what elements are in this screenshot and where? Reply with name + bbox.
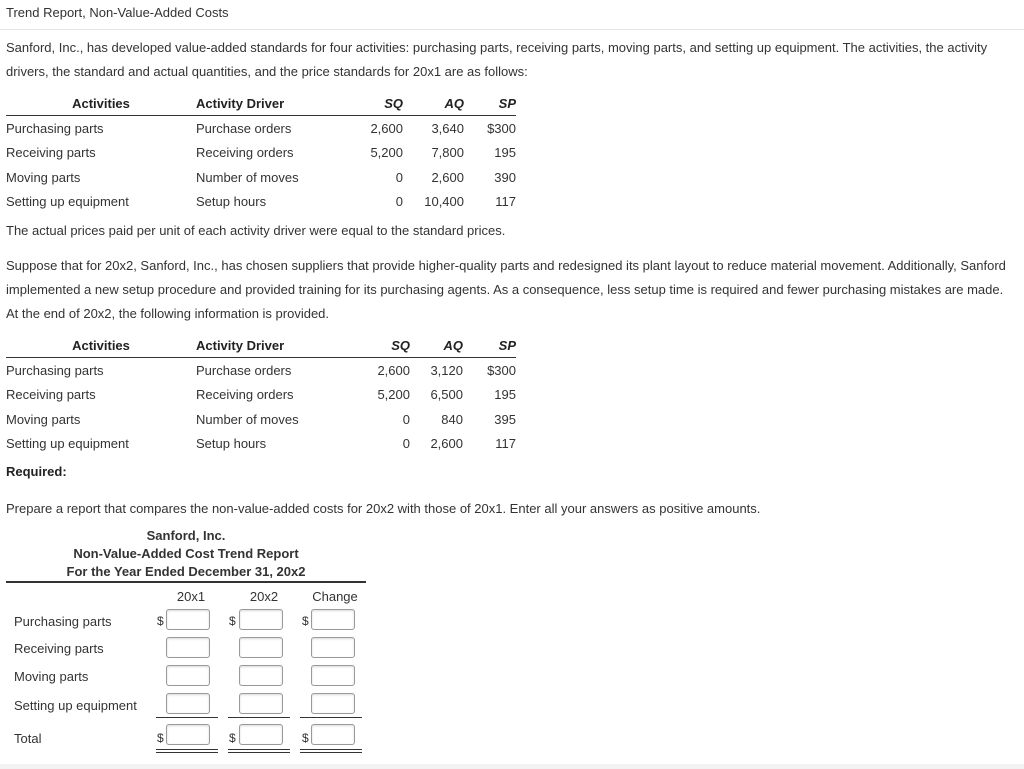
purchasing-20x1-input[interactable]: [166, 609, 210, 630]
report-header-rule: [6, 581, 366, 583]
aq-cell: 3,120: [430, 362, 463, 378]
moving-20x2-input[interactable]: [239, 665, 283, 686]
activity-cell: Purchasing parts: [6, 120, 104, 136]
sp-cell: 390: [494, 169, 516, 185]
setup-20x1-input[interactable]: [166, 693, 210, 714]
report-col-20x1: 20x1: [176, 589, 206, 604]
scenario-paragraph: Suppose that for 20x2, Sanford, Inc., has chosen suppliers that provide higher-quality parts and redesigned its plant layout to reduce material movement. Additionally, Sanford implemented a new setup procedure and provided training for its purchasing agents. As a consequence, less setup time is required and fewer purchasing mistakes are made. At the end of 20x2, the following information is provided.: [6, 258, 1006, 321]
total-20x1-input[interactable]: [166, 724, 210, 745]
activity-cell: Setting up equipment: [6, 436, 129, 452]
table-header-row: [6, 91, 516, 116]
report-period: For the Year Ended December 31, 20x2: [66, 564, 306, 579]
aq-cell: 3,640: [431, 120, 464, 136]
total-double-underline: [300, 749, 362, 750]
receiving-change-input[interactable]: [311, 637, 355, 658]
instruction-text: Prepare a report that compares the non-value-added costs for 20x2 with those of 20x1. Enter all your answers as positive amounts.: [6, 501, 761, 516]
col-header-driver: Activity Driver: [196, 337, 285, 353]
aq-cell: 2,600: [430, 436, 463, 452]
sq-cell: 2,600: [370, 120, 403, 136]
sq-cell: 0: [402, 411, 410, 427]
activity-cell: Receiving parts: [6, 387, 96, 403]
report-col-20x2: 20x2: [249, 589, 279, 604]
moving-change-input[interactable]: [311, 665, 355, 686]
receiving-20x2-input[interactable]: [239, 637, 283, 658]
table-row: [6, 165, 516, 190]
report-row-setup: Setting up equipment: [14, 698, 137, 713]
table-row: [6, 141, 516, 166]
driver-cell: Setup hours: [196, 194, 267, 210]
activity-cell: Moving parts: [6, 411, 81, 427]
setup-change-input[interactable]: [311, 693, 355, 714]
moving-20x1-input[interactable]: [166, 665, 210, 686]
aq-cell: 7,800: [431, 145, 464, 161]
aq-cell: 6,500: [430, 387, 463, 403]
driver-cell: Number of moves: [196, 411, 299, 427]
report-row-receiving: Receiving parts: [14, 641, 104, 656]
report-company: Sanford, Inc.: [146, 528, 226, 543]
driver-cell: Number of moves: [196, 169, 299, 185]
aq-cell: 10,400: [424, 194, 464, 210]
total-double-underline: [228, 752, 290, 753]
total-20x2-input[interactable]: [239, 724, 283, 745]
currency-symbol: $: [302, 614, 309, 628]
col-header-sq: SQ: [391, 337, 410, 353]
col-header-aq: AQ: [443, 337, 463, 353]
sp-cell: 117: [495, 194, 516, 210]
table-row: [6, 116, 516, 141]
col-header-sp: SP: [498, 95, 516, 111]
sp-cell: 117: [495, 436, 516, 452]
intro-paragraph: Sanford, Inc., has developed value-added standards for four activities: purchasing parts, receiving parts, moving parts, and setting up equipment. The activities, the activity drivers, the standard and actual quantities, and the price standards for 20x1 are as follows:: [6, 40, 988, 79]
driver-cell: Purchase orders: [196, 120, 292, 136]
driver-cell: Receiving orders: [196, 387, 294, 403]
currency-symbol: $: [229, 614, 236, 628]
driver-cell: Setup hours: [196, 436, 267, 452]
total-double-underline: [228, 749, 290, 750]
sp-cell: 195: [494, 387, 516, 403]
table-row: [6, 383, 516, 408]
currency-symbol: $: [157, 731, 164, 745]
table-row: [6, 432, 516, 457]
sp-cell: $300: [487, 120, 516, 136]
report-col-change: Change: [312, 589, 358, 604]
col-header-activities: Activities: [72, 337, 130, 353]
driver-cell: Receiving orders: [196, 145, 294, 161]
currency-symbol: $: [302, 731, 309, 745]
total-double-underline: [156, 749, 218, 750]
table-row: [6, 358, 516, 383]
report-row-purchasing: Purchasing parts: [14, 614, 112, 629]
report-row-moving: Moving parts: [14, 669, 89, 684]
col-header-aq: AQ: [444, 95, 464, 111]
col-header-sp: SP: [498, 337, 516, 353]
col-header-activities: Activities: [72, 95, 130, 111]
activity-table-20x2: [6, 333, 516, 456]
activity-cell: Moving parts: [6, 169, 81, 185]
table-header-row: [6, 333, 516, 358]
bottom-edge: [0, 764, 1024, 769]
setup-20x2-input[interactable]: [239, 693, 283, 714]
activity-cell: Receiving parts: [6, 145, 96, 161]
sp-cell: 195: [494, 145, 516, 161]
currency-symbol: $: [229, 731, 236, 745]
sq-cell: 5,200: [370, 145, 403, 161]
sq-cell: 0: [402, 436, 410, 452]
report-name: Non-Value-Added Cost Trend Report: [73, 546, 299, 561]
sq-cell: 0: [395, 194, 403, 210]
activity-cell: Purchasing parts: [6, 362, 104, 378]
purchasing-change-input[interactable]: [311, 609, 355, 630]
receiving-20x1-input[interactable]: [166, 637, 210, 658]
activity-table-20x1: [6, 91, 516, 214]
page-title: Trend Report, Non-Value-Added Costs: [6, 5, 229, 20]
subtotal-underline: [156, 717, 218, 718]
sp-cell: 395: [494, 411, 516, 427]
table-row: [6, 190, 516, 215]
aq-cell: 2,600: [431, 169, 464, 185]
subtotal-underline: [300, 717, 362, 718]
sp-cell: $300: [487, 362, 516, 378]
sq-cell: 2,600: [377, 362, 410, 378]
col-header-driver: Activity Driver: [196, 95, 285, 111]
report-row-total: Total: [14, 731, 42, 746]
purchasing-20x2-input[interactable]: [239, 609, 283, 630]
total-double-underline: [300, 752, 362, 753]
sq-cell: 0: [395, 169, 403, 185]
currency-symbol: $: [157, 614, 164, 628]
subtotal-underline: [228, 717, 290, 718]
aq-cell: 840: [441, 411, 463, 427]
table-row: [6, 407, 516, 432]
total-change-input[interactable]: [311, 724, 355, 745]
sq-cell: 5,200: [377, 387, 410, 403]
activity-cell: Setting up equipment: [6, 194, 129, 210]
prices-note: The actual prices paid per unit of each activity driver were equal to the standard prices.: [6, 223, 506, 238]
total-double-underline: [156, 752, 218, 753]
required-label: Required:: [6, 464, 67, 479]
driver-cell: Purchase orders: [196, 362, 292, 378]
col-header-sq: SQ: [384, 95, 403, 111]
title-divider: [0, 29, 1024, 30]
